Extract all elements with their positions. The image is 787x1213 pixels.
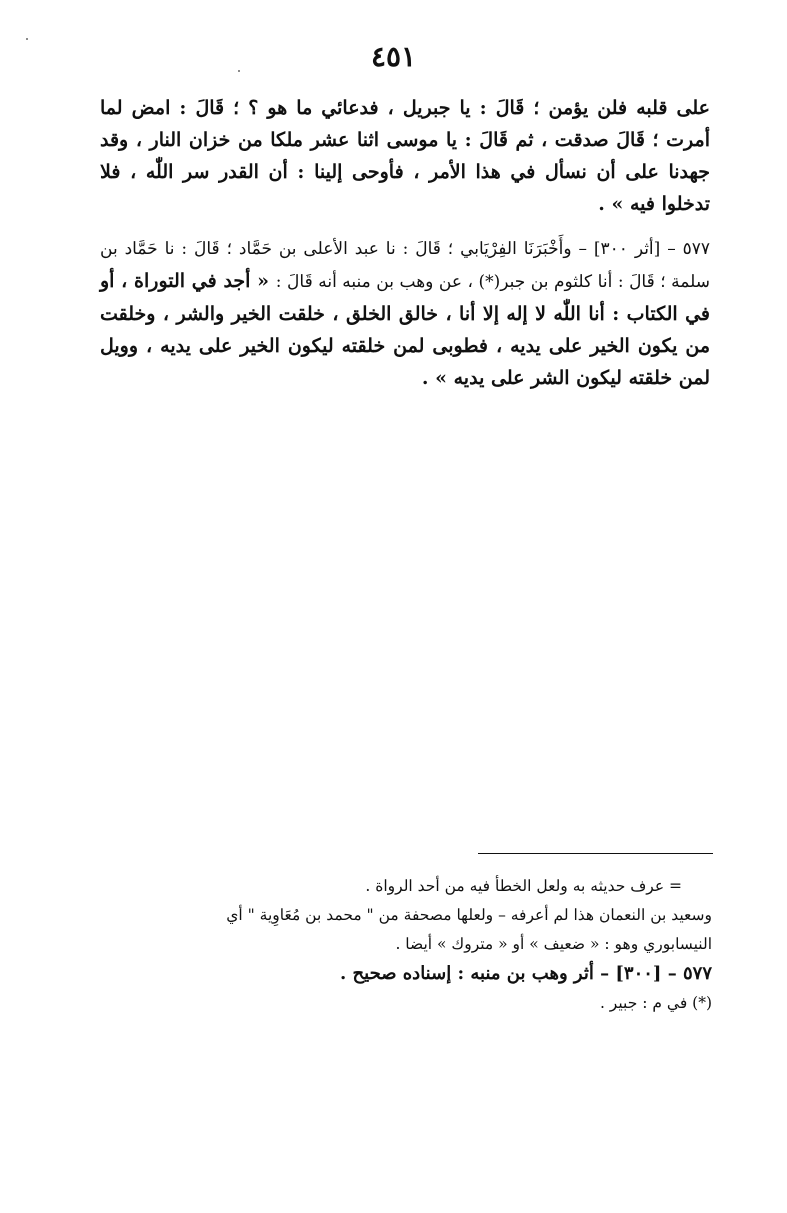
- footnotes: [100, 872, 712, 1018]
- footnote-variant: (*) في م : جبير .: [599, 994, 712, 1012]
- paragraph-2-isnad: ٥٧٧ – [أثر ٣٠٠] – وأَخْبَرَنَا الفِرْيَابي ؛ قَالَ : نا عبد الأعلى بن حَمَّاد ؛ قَالَ : نا حَمَّاد بن سلمة ؛ قَالَ : أنا كلثوم بن جبر(*) ، عن وهب بن منبه أنه قَالَ :: [100, 239, 711, 292]
- paragraph-1: على قلبه فلن يؤمن ؛ قَالَ : يا جبريل ، فدعائي ما هو ؟ ؛ قَالَ : امض لما أمرت ؛ قَالَ صدقت ، ثم قَالَ : يا موسى اثنا عشر ملكا من خزان النار ، وقد جهدنا على أن نسأل في هذا الأمر ، فأوحى إلينا : أن القدر سر اللّٰه ، فلا تدخلوا فيه » .: [100, 97, 710, 215]
- print-speck: [26, 38, 28, 40]
- footnote-line-3: النيسابوري وهو : « ضعيف » أو « متروك » أيضا .: [395, 935, 712, 953]
- page-number: ٤٥١: [370, 40, 417, 73]
- footnote-line-1: = عرف حديثه به ولعل الخطأ فيه من أحد الرواة .: [365, 877, 682, 895]
- paragraph-2-matn: « أجد في التوراة ، أو في الكتاب : أنا اللّٰه لا إله إلا أنا ، خالق الخلق ، خلقت الخير والشر ، وخلقت من يكون الخير على يديه ، فطوبى لمن خلقته ليكون الخير على يديه ، وويل لمن خلقته ليكون الشر على يديه » .: [100, 270, 710, 389]
- paragraph-2: [100, 232, 710, 394]
- footnote-divider: [478, 853, 713, 854]
- footnote-line-2: وسعيد بن النعمان هذا لم أعرفه – ولعلها مصحفة من " محمد بن مُعَاوِية " أي: [226, 906, 712, 924]
- main-text: [100, 92, 710, 394]
- footnote-grading: ٥٧٧ – [٣٠٠] – أثر وهب بن منبه : إسناده صحيح .: [340, 963, 712, 984]
- print-speck: [238, 70, 240, 72]
